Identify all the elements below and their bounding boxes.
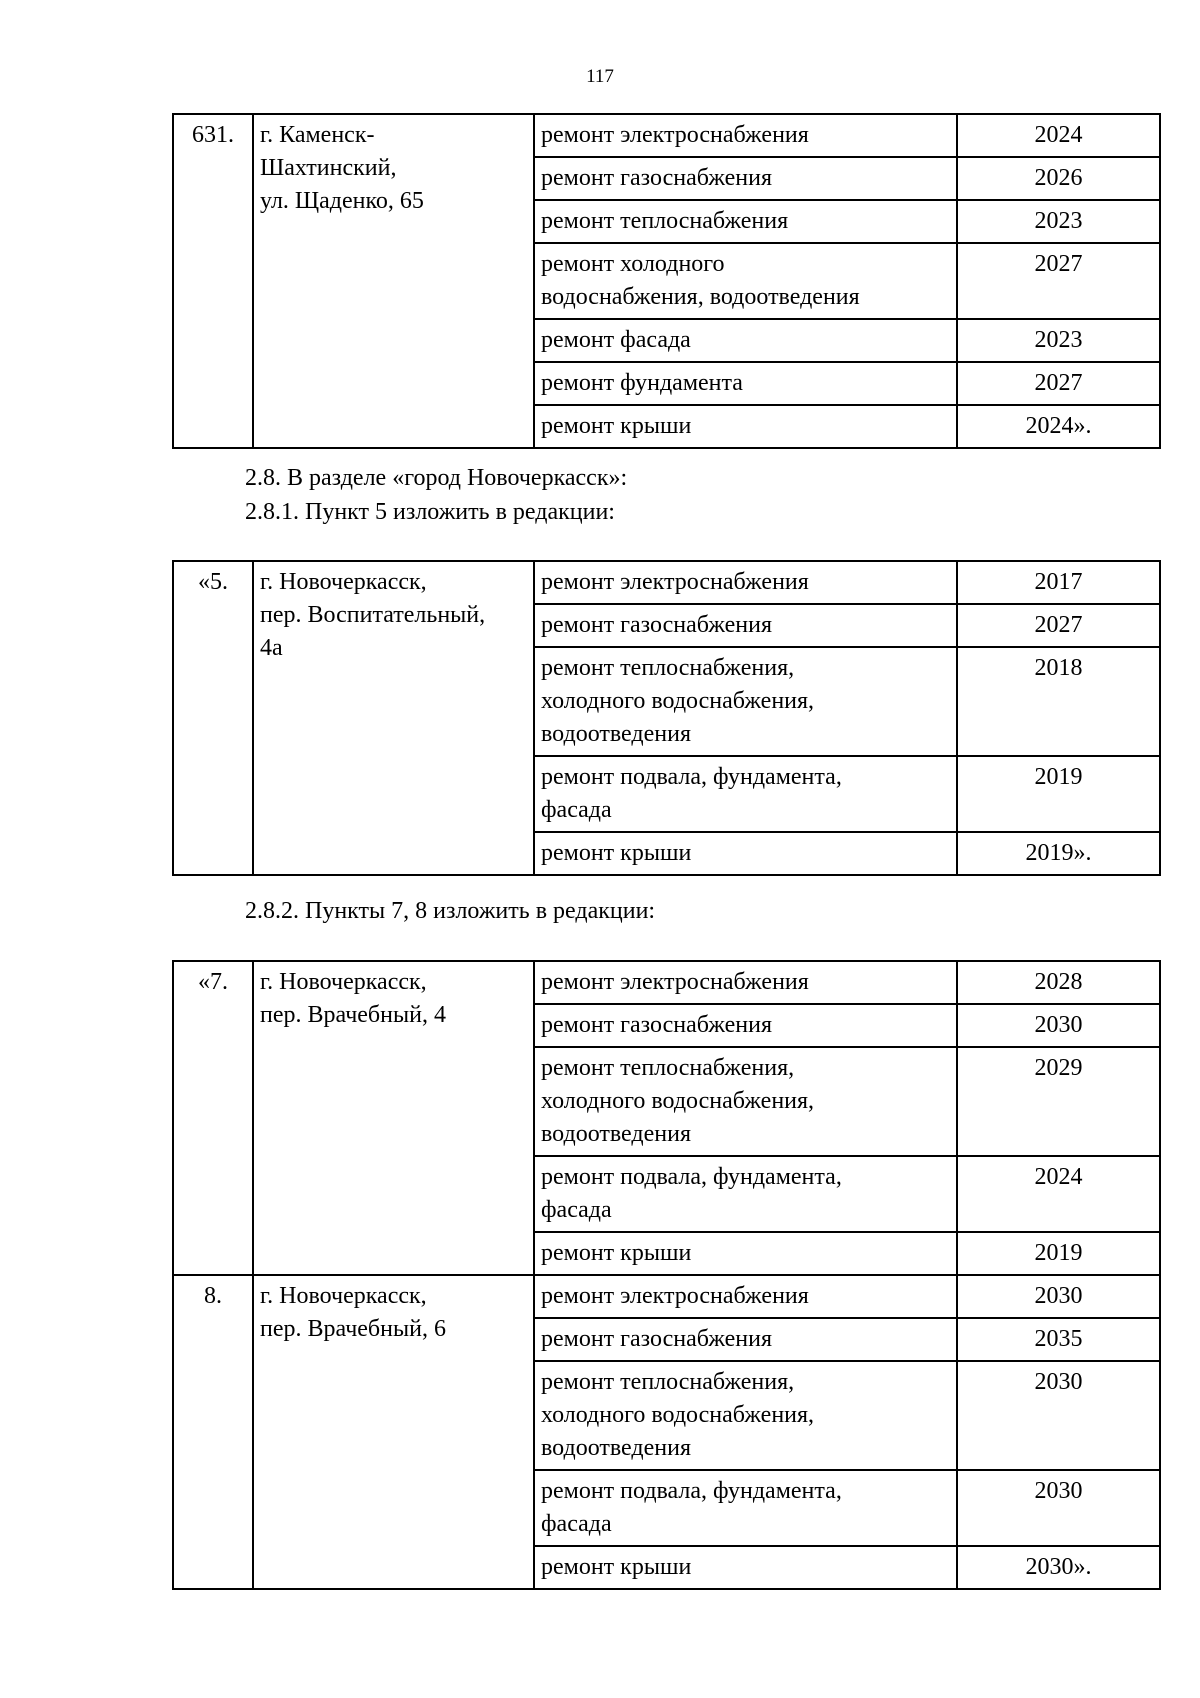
item-address: г. Новочеркасск, пер. Воспитательный, 4а <box>253 561 534 875</box>
work-type: ремонт крыши <box>534 1546 957 1589</box>
work-year: 2028 <box>957 961 1160 1004</box>
work-type: ремонт подвала, фундамента, фасада <box>534 756 957 832</box>
work-type: ремонт электроснабжения <box>534 961 957 1004</box>
work-year: 2030 <box>957 1004 1160 1047</box>
work-type: ремонт теплоснабжения, холодного водоснабжения, водоотведения <box>534 1047 957 1156</box>
work-type: ремонт фундамента <box>534 362 957 405</box>
work-year: 2017 <box>957 561 1160 604</box>
work-year: 2030 <box>957 1470 1160 1546</box>
item-number: 8. <box>173 1275 253 1589</box>
item-address: г. Новочеркасск, пер. Врачебный, 6 <box>253 1275 534 1589</box>
work-type: ремонт теплоснабжения, холодного водоснабжения, водоотведения <box>534 1361 957 1470</box>
work-year: 2024». <box>957 405 1160 448</box>
work-type: ремонт электроснабжения <box>534 561 957 604</box>
section-heading-novocherkassk: 2.8. В разделе «город Новочеркасск»: <box>245 465 628 491</box>
work-year: 2030». <box>957 1546 1160 1589</box>
work-type: ремонт подвала, фундамента, фасада <box>534 1156 957 1232</box>
work-type: ремонт электроснабжения <box>534 114 957 157</box>
work-type: ремонт крыши <box>534 405 957 448</box>
work-year: 2027 <box>957 362 1160 405</box>
work-type: ремонт фасада <box>534 319 957 362</box>
work-year: 2027 <box>957 604 1160 647</box>
work-year: 2019 <box>957 756 1160 832</box>
clause-2-8-1: 2.8.1. Пункт 5 изложить в редакции: <box>245 499 615 525</box>
work-type: ремонт холодного водоснабжения, водоотведения <box>534 243 957 319</box>
item-number: «7. <box>173 961 253 1275</box>
work-type: ремонт электроснабжения <box>534 1275 957 1318</box>
work-year: 2024 <box>957 114 1160 157</box>
work-type: ремонт газоснабжения <box>534 604 957 647</box>
table-row <box>173 114 1160 157</box>
work-type: ремонт крыши <box>534 1232 957 1275</box>
work-year: 2030 <box>957 1361 1160 1470</box>
work-type: ремонт подвала, фундамента, фасада <box>534 1470 957 1546</box>
work-year: 2029 <box>957 1047 1160 1156</box>
work-year: 2030 <box>957 1275 1160 1318</box>
work-type: ремонт теплоснабжения, холодного водоснабжения, водоотведения <box>534 647 957 756</box>
table-row <box>173 1275 1160 1318</box>
item-number: 631. <box>173 114 253 448</box>
item-number: «5. <box>173 561 253 875</box>
work-type: ремонт газоснабжения <box>534 157 957 200</box>
work-year: 2019 <box>957 1232 1160 1275</box>
work-year: 2035 <box>957 1318 1160 1361</box>
work-type: ремонт газоснабжения <box>534 1004 957 1047</box>
item-address: г. Новочеркасск, пер. Врачебный, 4 <box>253 961 534 1275</box>
work-type: ремонт теплоснабжения <box>534 200 957 243</box>
work-year: 2018 <box>957 647 1160 756</box>
work-year: 2019». <box>957 832 1160 875</box>
work-year: 2026 <box>957 157 1160 200</box>
works-table-item-5 <box>172 560 1161 876</box>
work-type: ремонт газоснабжения <box>534 1318 957 1361</box>
work-year: 2027 <box>957 243 1160 319</box>
table-row <box>173 961 1160 1004</box>
work-type: ремонт крыши <box>534 832 957 875</box>
works-table-items-7-8 <box>172 960 1161 1590</box>
work-year: 2023 <box>957 200 1160 243</box>
item-address: г. Каменск- Шахтинский, ул. Щаденко, 65 <box>253 114 534 448</box>
work-year: 2024 <box>957 1156 1160 1232</box>
works-table-kamensk <box>172 113 1161 449</box>
table-row <box>173 561 1160 604</box>
page-number: 117 <box>586 66 614 87</box>
clause-2-8-2: 2.8.2. Пункты 7, 8 изложить в редакции: <box>245 898 656 924</box>
work-year: 2023 <box>957 319 1160 362</box>
